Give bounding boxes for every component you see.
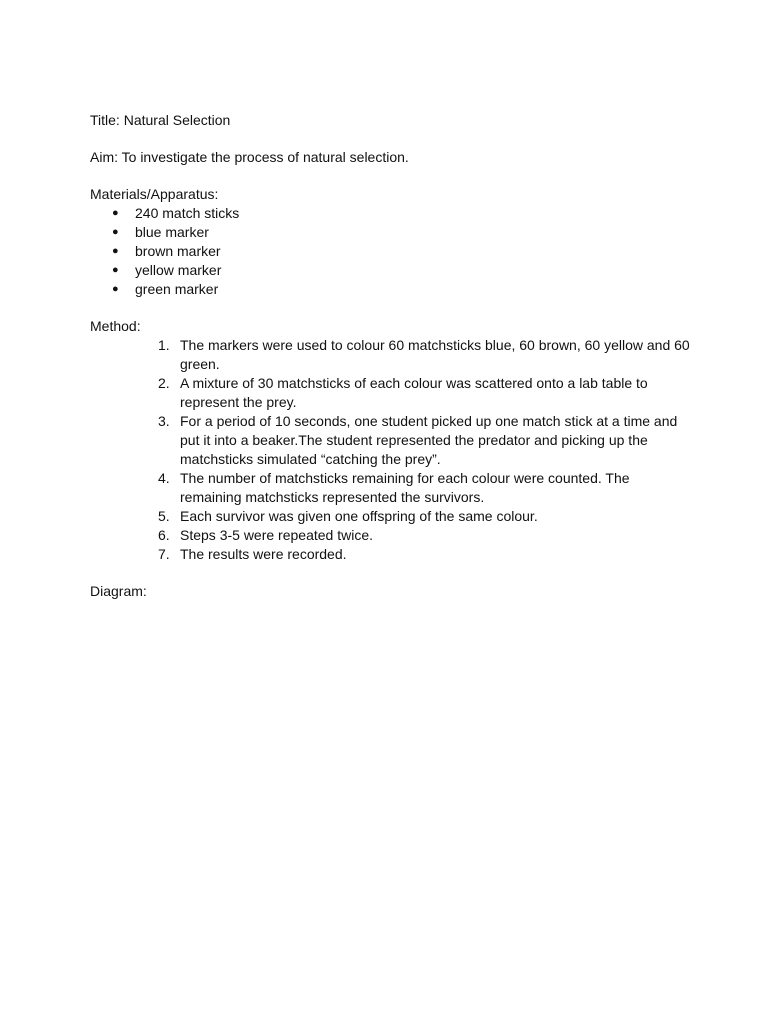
step-number: 3. xyxy=(158,413,170,429)
method-step xyxy=(90,412,690,469)
materials-heading: Materials/Apparatus: xyxy=(90,186,219,202)
step-text: The markers were used to colour 60 matchsticks blue, 60 brown, 60 yellow and 60 green. xyxy=(180,337,690,372)
method-step xyxy=(90,374,690,412)
bullet-icon: ● xyxy=(112,264,119,276)
list-item xyxy=(90,223,690,242)
list-item-text: green marker xyxy=(135,281,219,297)
bullet-icon: ● xyxy=(112,245,119,257)
list-item xyxy=(90,242,690,261)
step-number: 1. xyxy=(158,337,170,353)
list-item-text: blue marker xyxy=(135,224,209,240)
list-item xyxy=(90,261,690,280)
bullet-icon: ● xyxy=(112,283,119,295)
step-text: The results were recorded. xyxy=(180,546,347,562)
method-step xyxy=(90,545,690,564)
step-number: 5. xyxy=(158,508,170,524)
method-list xyxy=(90,336,690,564)
step-number: 2. xyxy=(158,375,170,391)
bullet-icon: ● xyxy=(112,226,119,238)
method-step xyxy=(90,336,690,374)
step-text: A mixture of 30 matchsticks of each colour was scattered onto a lab table to represent the prey. xyxy=(180,375,648,410)
list-item-text: yellow marker xyxy=(135,262,222,278)
materials-list xyxy=(90,204,690,299)
step-number: 4. xyxy=(158,470,170,486)
list-item-text: brown marker xyxy=(135,243,221,259)
document-body xyxy=(90,111,690,601)
step-text: The number of matchsticks remaining for each colour were counted. The remaining matchsticks represented the survivors. xyxy=(180,470,630,505)
method-step xyxy=(90,469,690,507)
list-item xyxy=(90,280,690,299)
document-title: Title: Natural Selection xyxy=(90,112,231,128)
aim-text: Aim: To investigate the process of natural selection. xyxy=(90,149,409,165)
list-item xyxy=(90,204,690,223)
method-heading: Method: xyxy=(90,318,141,334)
step-text: For a period of 10 seconds, one student picked up one match stick at a time and put it into a beaker.The student represented the predator and picking up the matchsticks simulated “catching the prey”. xyxy=(180,413,678,467)
method-step xyxy=(90,526,690,545)
step-number: 6. xyxy=(158,527,170,543)
step-text: Steps 3-5 were repeated twice. xyxy=(180,527,373,543)
list-item-text: 240 match sticks xyxy=(135,205,240,221)
diagram-heading: Diagram: xyxy=(90,583,147,599)
bullet-icon: ● xyxy=(112,207,119,219)
method-step xyxy=(90,507,690,526)
step-number: 7. xyxy=(158,546,170,562)
step-text: Each survivor was given one offspring of the same colour. xyxy=(180,508,538,524)
